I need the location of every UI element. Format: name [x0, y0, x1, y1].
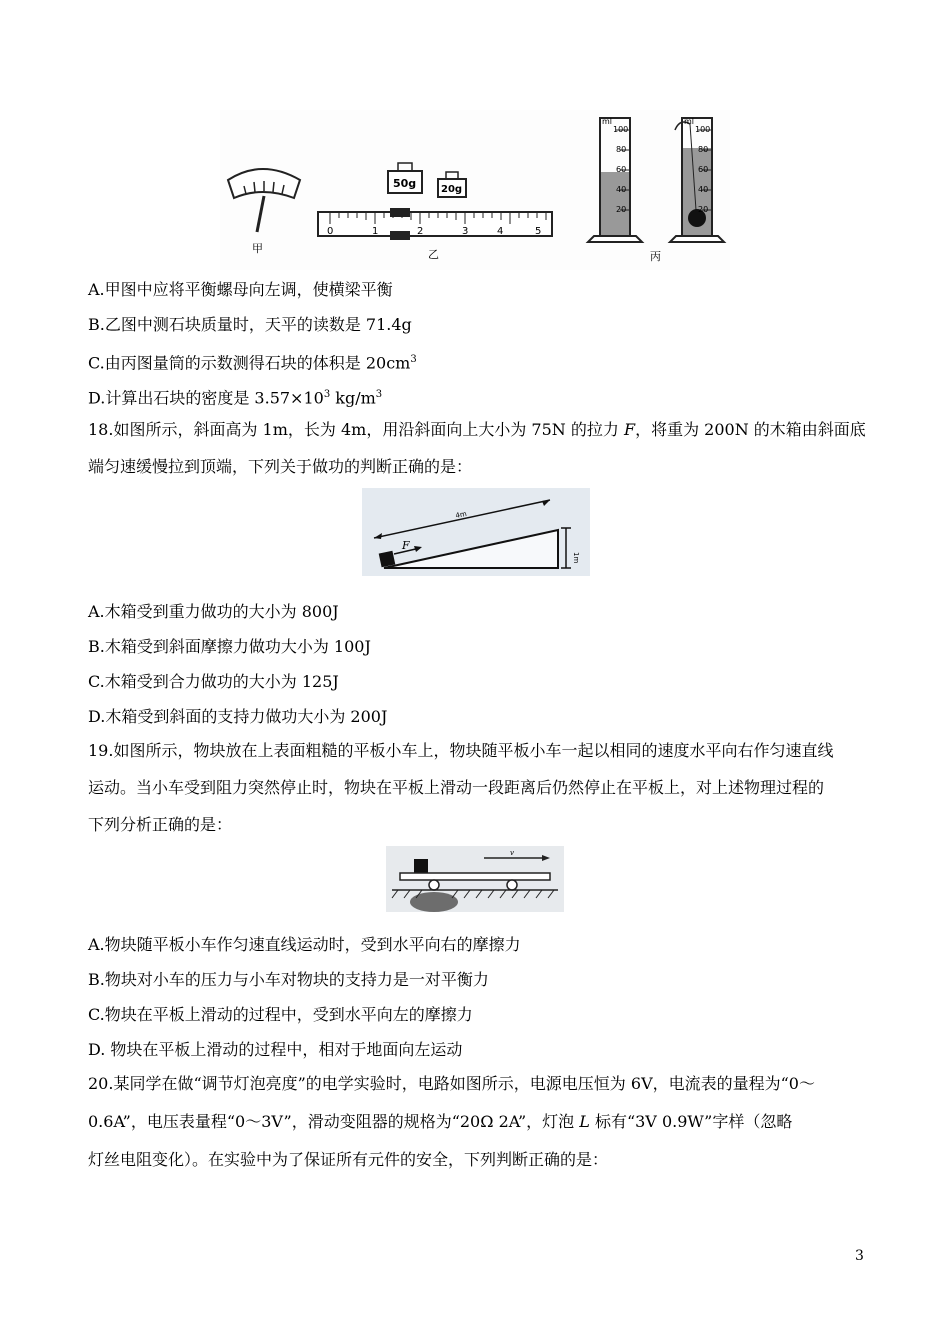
q18-option-d: D.木箱受到斜面的支持力做功大小为 200J	[88, 707, 388, 726]
q20-stem-line1: 20.某同学在做“调节灯泡亮度”的电学实验时，电路如图所示，电源电压恒为 6V，电流表的量程为“0～	[88, 1074, 815, 1093]
incline-height-label: 1m	[572, 552, 580, 564]
svg-text:20g: 20g	[441, 184, 463, 195]
svg-text:0: 0	[327, 226, 334, 237]
q17-figure	[220, 110, 730, 270]
caption-jia: 甲	[252, 242, 263, 255]
q19-option-a: A.物块随平板小车作匀速直线运动时，受到水平向右的摩擦力	[88, 935, 521, 954]
q20-stem-line3: 灯丝电阻变化）。在实验中为了保证所有元件的安全，下列判断正确的是：	[88, 1150, 609, 1169]
caption-bing: 丙	[650, 250, 661, 263]
svg-text:3: 3	[462, 226, 469, 237]
incline-length-label: 4m	[454, 509, 468, 520]
svg-text:2: 2	[417, 226, 424, 237]
q17-option-c: C.由丙图量筒的示数测得石块的体积是 $20cm^3$	[88, 353, 417, 373]
velocity-label: v	[510, 849, 514, 857]
svg-text:1: 1	[372, 226, 379, 237]
q19-stem-line2: 运动。当小车受到阻力突然停止时，物块在平板上滑动一段距离后仍然停止在平板上，对上述物理过程的	[88, 778, 825, 797]
q17-option-d: D.计算出石块的密度是 $3.57\times 10^3$ $kg/m^3$	[88, 388, 383, 408]
rider-scale	[318, 208, 552, 240]
q18-stem-line1: 18.如图所示，斜面高为 1m，长为 4m，用沿斜面向上大小为 75N 的拉力 F，将重为 200N 的木箱由斜面底	[88, 420, 866, 439]
q19-cart-figure	[386, 846, 564, 912]
q19-stem-line1: 19.如图所示，物块放在上表面粗糙的平板小车上，物块随平板小车一起以相同的速度水平向右作匀速直线	[88, 741, 834, 760]
q19-option-d: D. 物块在平板上滑动的过程中，相对于地面向左运动	[88, 1040, 463, 1059]
q18-option-c: C.木箱受到合力做功的大小为 125J	[88, 672, 339, 691]
caption-yi: 乙	[428, 248, 439, 261]
q20-stem-line2: 0.6A”，电压表量程“0～3V”，滑动变阻器的规格为“20Ω 2A”，灯泡 L 标有“3V 0.9W”字样（忽略	[88, 1112, 793, 1131]
q19-option-c: C.物块在平板上滑动的过程中，受到水平向左的摩擦力	[88, 1005, 473, 1024]
page-number: 3	[855, 1248, 864, 1264]
q17-option-b: B.乙图中测石块质量时，天平的读数是 71.4g	[88, 315, 412, 334]
svg-text:50g: 50g	[393, 177, 417, 190]
svg-text:ml: ml	[684, 117, 695, 126]
q19-stem-line3: 下列分析正确的是：	[88, 815, 233, 834]
q17-option-a: A.甲图中应将平衡螺母向左调，使横梁平衡	[88, 280, 393, 299]
svg-text:80: 80	[698, 145, 709, 154]
svg-text:5: 5	[535, 226, 542, 237]
svg-text:60: 60	[698, 165, 709, 174]
svg-text:100: 100	[695, 125, 711, 134]
force-label: F	[402, 539, 410, 552]
svg-text:40: 40	[616, 185, 627, 194]
svg-text:60: 60	[616, 165, 627, 174]
q18-incline-figure	[362, 488, 590, 576]
svg-text:80: 80	[616, 145, 627, 154]
q18-stem-line2: 端匀速缓慢拉到顶端，下列关于做功的判断正确的是：	[88, 457, 473, 476]
q18-option-a: A.木箱受到重力做功的大小为 800J	[88, 602, 339, 621]
svg-text:4: 4	[497, 226, 504, 237]
svg-text:40: 40	[698, 185, 709, 194]
q18-option-b: B.木箱受到斜面摩擦力做功大小为 100J	[88, 637, 371, 656]
q19-option-b: B.物块对小车的压力与小车对物块的支持力是一对平衡力	[88, 970, 489, 989]
svg-text:20: 20	[698, 205, 709, 214]
svg-text:20: 20	[616, 205, 627, 214]
svg-text:ml: ml	[602, 117, 613, 126]
svg-text:100: 100	[613, 125, 629, 134]
